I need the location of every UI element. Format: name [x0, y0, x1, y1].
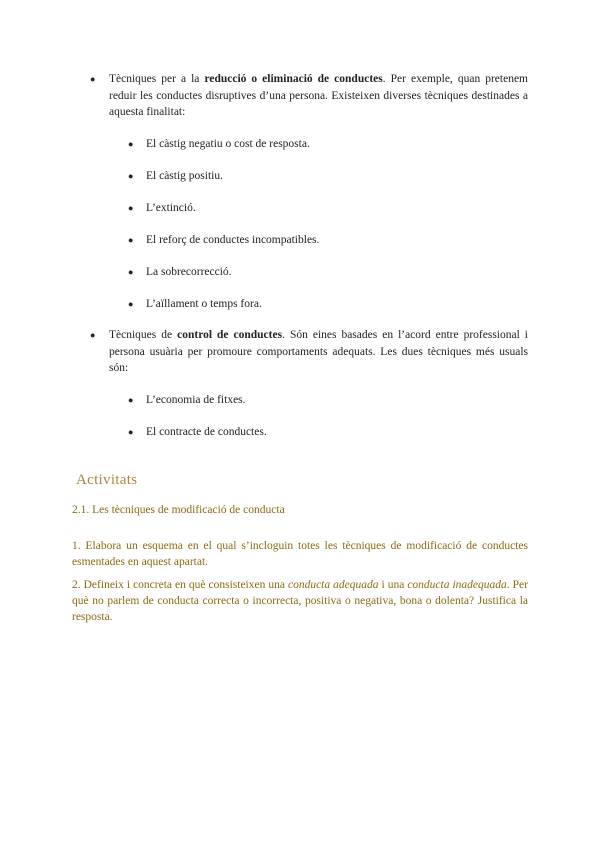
sub-list-item: ● El càstig negatiu o cost de resposta.: [128, 138, 310, 150]
bullet-icon: ●: [128, 235, 134, 245]
bullet-icon: ●: [90, 74, 96, 84]
bullet-icon: ●: [128, 427, 134, 437]
subsection-heading: 2.1. Les tècniques de modificació de conducta: [72, 504, 285, 516]
list-item-control: ● Tècniques de control de conductes. Són eines basades en l’acord entre professional i persona usuària per promoure comportaments adequats. Les dues tècniques més usuals són:: [90, 329, 528, 374]
sub-list-item: ● La sobrecorrecció.: [128, 266, 232, 278]
bullet-icon: ●: [90, 330, 96, 340]
sub-list-item: ● El càstig positiu.: [128, 170, 223, 182]
activity-question-1: 1. Elabora un esquema en el qual s’incloguin totes les tècniques de modificació de conductes esmentades en aquest apartat.: [72, 540, 528, 568]
sub-list-item: ● L’economia de fitxes.: [128, 394, 246, 406]
activity-question-2: 2. Defineix i concreta en què consisteixen una conducta adequada i una conducta inadequada. Per què no parlem de conducta correcta o incorrecta, positiva o negativa, bona o dolenta? Justifica la resposta.: [72, 579, 528, 623]
sub-list-item: ● El contracte de conductes.: [128, 426, 267, 438]
bullet-icon: ●: [128, 395, 134, 405]
bullet-icon: ●: [128, 267, 134, 277]
bold-term-control: control de conductes: [177, 329, 283, 341]
sub-list-item: ● L’extinció.: [128, 202, 196, 214]
section-title-activitats: Activitats: [76, 472, 138, 488]
bullet-icon: ●: [128, 203, 134, 213]
bullet-icon: ●: [128, 171, 134, 181]
sub-list-item: ● El reforç de conductes incompatibles.: [128, 234, 320, 246]
bullet-icon: ●: [128, 299, 134, 309]
list-item-reduction: ● Tècniques per a la reducció o eliminació de conductes. Per exemple, quan pretenem reduir les conductes disruptives d’una persona. Existeixen diverses tècniques destinades a aquesta finalitat:: [90, 73, 529, 118]
bullet-icon: ●: [128, 139, 134, 149]
bold-term-reduction: reducció o eliminació de conductes: [204, 73, 383, 85]
sub-list-item: ● L’aïllament o temps fora.: [128, 298, 262, 310]
